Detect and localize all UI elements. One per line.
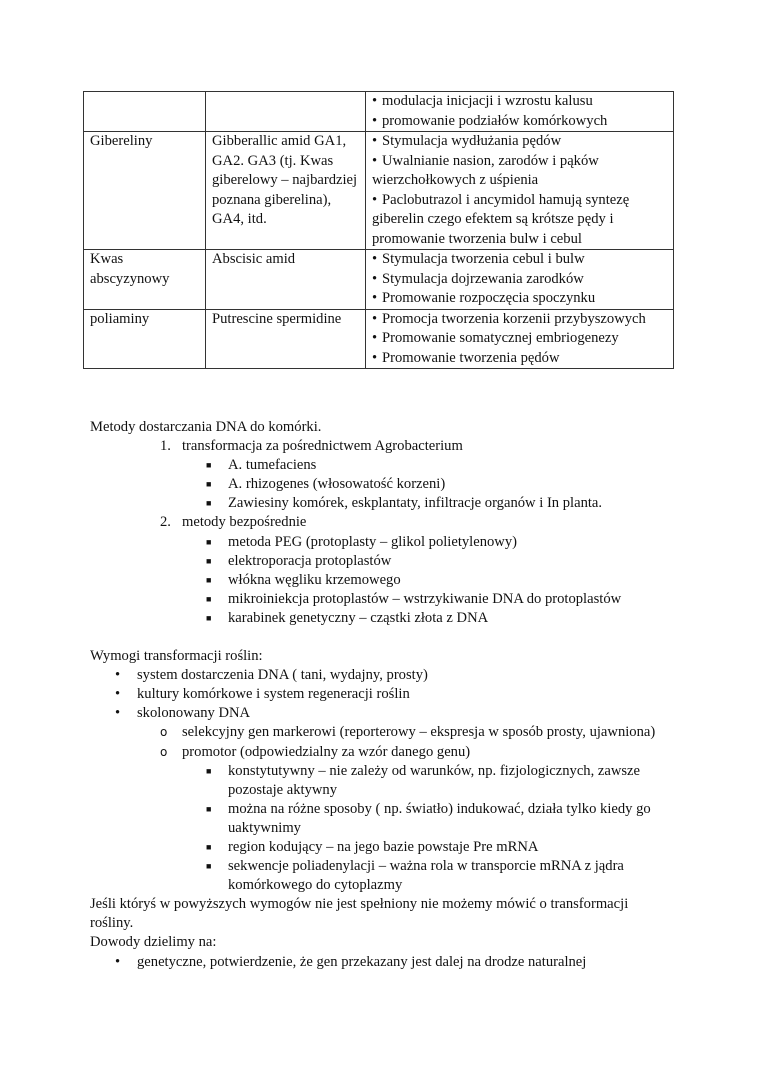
closing-paragraph: Jeśli któryś w powyższych wymogów nie jest spełniony nie możemy mówić o transformacji rośliny. [90, 896, 629, 932]
list-item: ■ można na różne sposoby ( np. światło) indukować, działa tylko kiedy go uaktywnimy [206, 800, 651, 836]
effect-item: • Promocja tworzenia korzenii przybyszowych [372, 310, 646, 327]
effect-item: • modulacja inicjacji i wzrostu kalusu [372, 93, 593, 109]
list-item: ■ włókna węgliku krzemowego [90, 571, 670, 590]
list-item: ■ karabinek genetyczny – cząstki złota z DNA [90, 609, 670, 628]
list-item: • genetyczne, potwierdzenie, że gen przekazany jest dalej na drodze naturalnej [90, 953, 670, 972]
effect-item: • Stymulacja dojrzewania zarodków [372, 270, 584, 287]
evidence-heading: Dowody dzielimy na: [90, 934, 217, 951]
list-item: ■ region kodujący – na jego bazie powstaje Pre mRNA [90, 838, 670, 857]
square-bullet-icon: ■ [206, 765, 212, 776]
list-item: • kultury komórkowe i system regeneracji roślin [90, 685, 670, 704]
square-bullet-icon: ■ [206, 803, 212, 814]
list-item: ■ konstytutywny – nie zależy od warunków, np. fizjologicznych, zawsze pozostaje aktywny [206, 762, 641, 798]
hormone-compounds-cell [206, 92, 366, 132]
hormone-compounds-cell: Putrescine spermidine [206, 309, 366, 369]
effect-item: • Promowanie tworzenia pędów [372, 349, 560, 366]
list-item: • system dostarczenia DNA ( tani, wydajny, prosty) [90, 666, 670, 685]
hormone-name-cell: Gibereliny [84, 132, 206, 250]
effect-item: • promowanie podziałów komórkowych [372, 112, 608, 129]
list-item: ■ A. rhizogenes (włosowatość korzeni) [90, 475, 670, 494]
list-item: ■ Zawiesiny komórek, eskplantaty, infiltracje organów i In planta. [90, 494, 670, 513]
square-bullet-icon: ■ [206, 460, 212, 471]
list-item: ■ metoda PEG (protoplasty – glikol polietylenowy) [90, 533, 670, 552]
hormones-table [83, 91, 674, 369]
list-item: ■ sekwencje poliadenylacji – ważna rola w transporcie mRNA z jądra komórkowego do cytoplazmy [206, 858, 624, 894]
table-row [84, 250, 674, 310]
table-row [84, 309, 674, 369]
square-bullet-icon: ■ [206, 555, 212, 566]
square-bullet-icon: ■ [206, 479, 212, 490]
bullet-icon: • [115, 686, 121, 703]
hormone-compounds-cell: Abscisic amid [206, 250, 366, 310]
hormone-compounds-cell: Gibberallic amid GA1, GA2. GA3 (tj. Kwas giberelowy – najbardziej poznana giberelina), GA4, itd. [206, 132, 366, 250]
list-item: o selekcyjny gen markerowi (reporterowy – ekspresja w sposób prosty, ujawniona) [90, 723, 670, 742]
circle-bullet-icon: o [160, 725, 168, 740]
square-bullet-icon: ■ [206, 593, 212, 604]
requirements-heading: Wymogi transformacji roślin: [90, 648, 263, 665]
square-bullet-icon: ■ [206, 612, 212, 623]
effect-item: • Promowanie somatycznej embriogenezy [372, 330, 619, 346]
list-item: ■ A. tumefaciens [90, 456, 670, 475]
hormone-effects-cell [366, 250, 674, 310]
effect-item: • Promowanie rozpoczęcia spoczynku [372, 290, 596, 306]
effect-item: • Paclobutrazol i ancymidol hamują syntezę giberelin czego efektem są krótsze pędy i promowanie tworzenia bulw i cebul [372, 191, 630, 247]
list-item: ■ mikroiniekcja protoplastów – wstrzykiwanie DNA do protoplastów [90, 590, 670, 609]
list-item: ■ elektroporacja protoplastów [90, 552, 670, 571]
hormone-name-cell [84, 92, 206, 132]
methods-heading: Metody dostarczania DNA do komórki. [90, 419, 322, 435]
method-item: 1. transformacja za pośrednictwem Agrobacterium [160, 438, 463, 455]
bullet-icon: • [115, 705, 121, 722]
square-bullet-icon: ■ [206, 498, 212, 509]
bullet-icon: • [115, 953, 121, 970]
hormone-effects-cell [366, 92, 674, 132]
effect-item: • Stymulacja tworzenia cebul i bulw [372, 251, 585, 267]
square-bullet-icon: ■ [206, 861, 212, 872]
circle-bullet-icon: o [160, 744, 168, 759]
square-bullet-icon: ■ [206, 536, 212, 547]
hormone-name-cell: Kwas abscyzynowy [84, 250, 206, 310]
square-bullet-icon: ■ [206, 841, 212, 852]
square-bullet-icon: ■ [206, 574, 212, 585]
effect-item: • Uwalnianie nasion, zarodów i pąków wierzchołkowych z uśpienia [372, 152, 599, 188]
list-item: o promotor (odpowiedzialny za wzór danego genu) [90, 743, 670, 762]
bullet-icon: • [115, 667, 121, 684]
table-row [84, 92, 674, 132]
hormone-name-cell: poliaminy [84, 309, 206, 369]
hormone-effects-cell [366, 309, 674, 369]
method-item: 2. metody bezpośrednie [160, 514, 307, 531]
table-row [84, 132, 674, 250]
effect-item: • Stymulacja wydłużania pędów [372, 133, 562, 149]
hormone-effects-cell [366, 132, 674, 250]
body-text [90, 418, 670, 972]
list-item: • skolonowany DNA [90, 704, 670, 723]
